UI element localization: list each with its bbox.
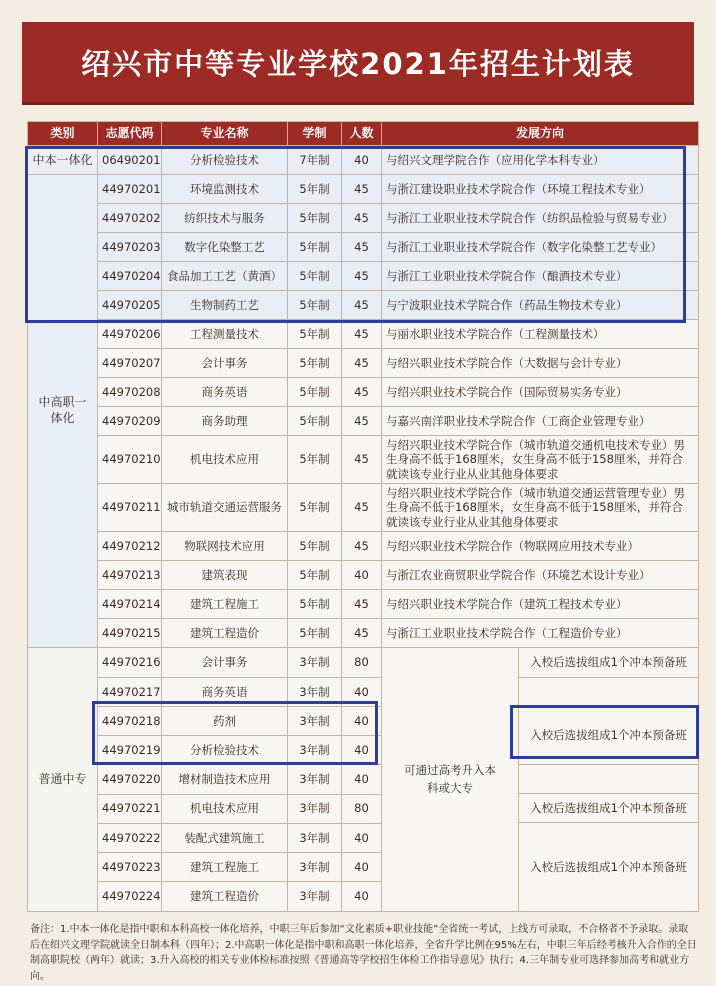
duration-cell: 5年制 <box>288 291 342 320</box>
direction-cell: 与绍兴职业技术学院合作（物联网应用技术专业） <box>382 532 699 561</box>
code-cell: 44970223 <box>98 852 162 881</box>
major-cell: 城市轨道交通运营服务 <box>162 484 288 532</box>
code-cell: 44970201 <box>98 175 162 204</box>
note-216: 入校后选拔组成1个冲本预备班 <box>519 648 698 678</box>
putong-direction-text: 可通过高考升入本科或大专 <box>382 648 519 911</box>
duration-cell: 3年制 <box>288 794 342 823</box>
category-zhonggao-label: 中高职一体化 <box>38 395 87 425</box>
code-cell: 44970206 <box>98 320 162 349</box>
page-title: 绍兴市中等专业学校2021年招生计划表 <box>81 46 635 81</box>
count-cell: 45 <box>342 204 382 233</box>
code-cell: 44970224 <box>98 881 162 911</box>
table-row <box>28 378 699 407</box>
table-row <box>28 590 699 619</box>
table-row <box>28 233 699 262</box>
count-cell: 45 <box>342 378 382 407</box>
count-cell: 80 <box>342 648 382 678</box>
code-cell: 44970205 <box>98 291 162 320</box>
duration-cell: 5年制 <box>288 349 342 378</box>
count-cell: 40 <box>342 146 382 175</box>
direction-cell: 与嘉兴南洋职业技术学院合作（工商企业管理专业） <box>382 407 699 436</box>
duration-cell: 3年制 <box>288 765 342 794</box>
count-cell: 45 <box>342 262 382 291</box>
duration-cell: 3年制 <box>288 823 342 852</box>
count-cell: 45 <box>342 590 382 619</box>
duration-cell: 5年制 <box>288 561 342 590</box>
major-cell: 建筑工程造价 <box>162 881 288 911</box>
direction-cell: 与绍兴职业技术学院合作（城市轨道交通机电技术专业）男生身高不低于168厘米，女生身高不低于158厘米，并符合就读该专业行业从业其他身体要求 <box>382 436 699 484</box>
table-row <box>28 146 699 175</box>
table-row <box>28 648 699 678</box>
major-cell: 装配式建筑施工 <box>162 823 288 852</box>
major-cell: 纺织技术与服务 <box>162 204 288 233</box>
code-cell: 06490201 <box>98 146 162 175</box>
code-cell: 44970202 <box>98 204 162 233</box>
major-cell: 分析检验技术 <box>162 736 288 765</box>
table-row <box>28 349 699 378</box>
major-cell: 建筑工程造价 <box>162 619 288 648</box>
major-cell: 机电技术应用 <box>162 794 288 823</box>
count-cell: 40 <box>342 736 382 765</box>
code-cell: 44970209 <box>98 407 162 436</box>
code-cell: 44970216 <box>98 648 162 678</box>
direction-cell: 与浙江工业职业技术学院合作（工程造价专业） <box>382 619 699 648</box>
table-row <box>28 436 699 484</box>
major-cell: 会计事务 <box>162 648 288 678</box>
note-221: 入校后选拔组成1个冲本预备班 <box>519 794 698 823</box>
count-cell: 45 <box>342 532 382 561</box>
major-cell: 物联网技术应用 <box>162 532 288 561</box>
duration-cell: 3年制 <box>288 852 342 881</box>
count-cell: 45 <box>342 175 382 204</box>
code-cell: 44970217 <box>98 678 162 707</box>
duration-cell: 5年制 <box>288 204 342 233</box>
duration-cell: 5年制 <box>288 262 342 291</box>
count-cell: 40 <box>342 707 382 736</box>
header-count: 人数 <box>342 122 382 146</box>
count-cell: 45 <box>342 291 382 320</box>
major-cell: 生物制药工艺 <box>162 291 288 320</box>
duration-cell: 3年制 <box>288 648 342 678</box>
direction-cell: 与绍兴职业技术学院合作（建筑工程技术专业） <box>382 590 699 619</box>
direction-cell: 与绍兴职业技术学院合作（国际贸易实务专业） <box>382 378 699 407</box>
duration-cell: 5年制 <box>288 233 342 262</box>
code-cell: 44970218 <box>98 707 162 736</box>
duration-cell: 5年制 <box>288 320 342 349</box>
header-direction: 发展方向 <box>382 122 699 146</box>
code-cell: 44970219 <box>98 736 162 765</box>
title-banner <box>22 22 694 102</box>
count-cell: 45 <box>342 436 382 484</box>
count-cell: 45 <box>342 407 382 436</box>
major-cell: 商务英语 <box>162 378 288 407</box>
count-cell: 40 <box>342 852 382 881</box>
major-cell: 商务助理 <box>162 407 288 436</box>
code-cell: 44970213 <box>98 561 162 590</box>
note-217-empty <box>519 678 698 707</box>
direction-cell: 与浙江农业商贸职业学院合作（环境艺术设计专业） <box>382 561 699 590</box>
note-218: 入校后选拔组成1个冲本预备班 <box>519 707 698 765</box>
table-row <box>28 262 699 291</box>
direction-cell: 与绍兴职业技术学院合作（城市轨道交通运营管理专业）男生身高不低于168厘米，女生身高不低于158厘米，并符合就读该专业行业从业其他身体要求 <box>382 484 699 532</box>
major-cell: 药剂 <box>162 707 288 736</box>
code-cell: 44970208 <box>98 378 162 407</box>
major-cell: 增材制造技术应用 <box>162 765 288 794</box>
count-cell: 40 <box>342 823 382 852</box>
count-cell: 40 <box>342 561 382 590</box>
count-cell: 45 <box>342 349 382 378</box>
code-cell: 44970210 <box>98 436 162 484</box>
code-cell: 44970214 <box>98 590 162 619</box>
major-cell: 商务英语 <box>162 678 288 707</box>
table-header-row <box>28 122 699 146</box>
note-220-empty <box>519 765 698 794</box>
direction-cell: 与宁波职业技术学院合作（药品生物技术专业） <box>382 291 699 320</box>
header-major: 专业名称 <box>162 122 288 146</box>
note-222: 入校后选拔组成1个冲本预备班 <box>530 859 687 874</box>
major-cell: 工程测量技术 <box>162 320 288 349</box>
table-row <box>28 407 699 436</box>
direction-cell: 与浙江工业职业技术学院合作（纺织品检验与贸易专业） <box>382 204 699 233</box>
count-cell: 45 <box>342 320 382 349</box>
duration-cell: 3年制 <box>288 881 342 911</box>
putong-notes-column <box>519 648 698 911</box>
duration-cell: 5年制 <box>288 619 342 648</box>
direction-cell: 与绍兴职业技术学院合作（大数据与会计专业） <box>382 349 699 378</box>
category-zhongben: 中本一体化 <box>28 146 98 175</box>
major-cell: 数字化染整工艺 <box>162 233 288 262</box>
table-row <box>28 484 699 532</box>
direction-cell: 与浙江建设职业技术学院合作（环境工程技术专业） <box>382 175 699 204</box>
count-cell: 45 <box>342 484 382 532</box>
major-cell: 建筑工程施工 <box>162 590 288 619</box>
count-cell: 40 <box>342 765 382 794</box>
putong-direction-split <box>382 648 698 911</box>
major-cell: 分析检验技术 <box>162 146 288 175</box>
duration-cell: 5年制 <box>288 407 342 436</box>
count-cell: 80 <box>342 794 382 823</box>
duration-cell: 5年制 <box>288 484 342 532</box>
direction-cell: 与绍兴文理学院合作（应用化学本科专业） <box>382 146 699 175</box>
major-cell: 环境监测技术 <box>162 175 288 204</box>
code-cell: 44970204 <box>98 262 162 291</box>
major-cell: 建筑工程施工 <box>162 852 288 881</box>
direction-cell: 与浙江工业职业技术学院合作（酿酒技术专业） <box>382 262 699 291</box>
category-putong: 普通中专 <box>28 648 98 912</box>
duration-cell: 3年制 <box>288 678 342 707</box>
count-cell: 45 <box>342 233 382 262</box>
duration-cell: 3年制 <box>288 707 342 736</box>
major-cell: 机电技术应用 <box>162 436 288 484</box>
enrollment-plan-table <box>27 121 699 912</box>
code-cell: 44970211 <box>98 484 162 532</box>
count-cell: 45 <box>342 619 382 648</box>
code-cell: 44970203 <box>98 233 162 262</box>
table-row <box>28 561 699 590</box>
code-cell: 44970215 <box>98 619 162 648</box>
table-row <box>28 204 699 233</box>
count-cell: 40 <box>342 881 382 911</box>
code-cell: 44970220 <box>98 765 162 794</box>
duration-cell: 5年制 <box>288 590 342 619</box>
table-row <box>28 532 699 561</box>
putong-direction-cell <box>382 648 699 912</box>
table-row <box>28 320 699 349</box>
table-row <box>28 175 699 204</box>
major-cell: 会计事务 <box>162 349 288 378</box>
direction-cell: 与浙江工业职业技术学院合作（数字化染整工艺专业） <box>382 233 699 262</box>
duration-cell: 5年制 <box>288 436 342 484</box>
code-cell: 44970207 <box>98 349 162 378</box>
major-cell: 食品加工工艺（黄酒） <box>162 262 288 291</box>
duration-cell: 5年制 <box>288 378 342 407</box>
footnote: 备注：1.中本一体化是指中职和本科高校一体化培养，中职三年后参加“文化素质+职业技能”全省统一考试，上线方可录取，不合格者不予录取。录取后在绍兴文理学院就读全日制本科（四年）；2.中高职一体化是指中职和高职一体化培养，全省升学比例在95%左右，中职三年后经考核升入合作的全日制高职院校（两年）就读；3.升入高校的相关专业体检标准按照《普通高等学校招生体检工作指导意见》执行；4.三年制专业可选择参加高考和就业方向。 <box>30 924 697 982</box>
code-cell: 44970221 <box>98 794 162 823</box>
header-duration: 学制 <box>288 122 342 146</box>
header-category: 类别 <box>28 122 98 146</box>
duration-cell: 5年制 <box>288 532 342 561</box>
major-cell: 建筑表现 <box>162 561 288 590</box>
table-row <box>28 291 699 320</box>
category-zhonggao <box>28 175 98 648</box>
code-cell: 44970222 <box>98 823 162 852</box>
table-row <box>28 619 699 648</box>
direction-cell: 与丽水职业技术学院合作（工程测量技术） <box>382 320 699 349</box>
duration-cell: 7年制 <box>288 146 342 175</box>
code-cell: 44970212 <box>98 532 162 561</box>
count-cell: 40 <box>342 678 382 707</box>
duration-cell: 5年制 <box>288 175 342 204</box>
duration-cell: 3年制 <box>288 736 342 765</box>
header-code: 志愿代码 <box>98 122 162 146</box>
